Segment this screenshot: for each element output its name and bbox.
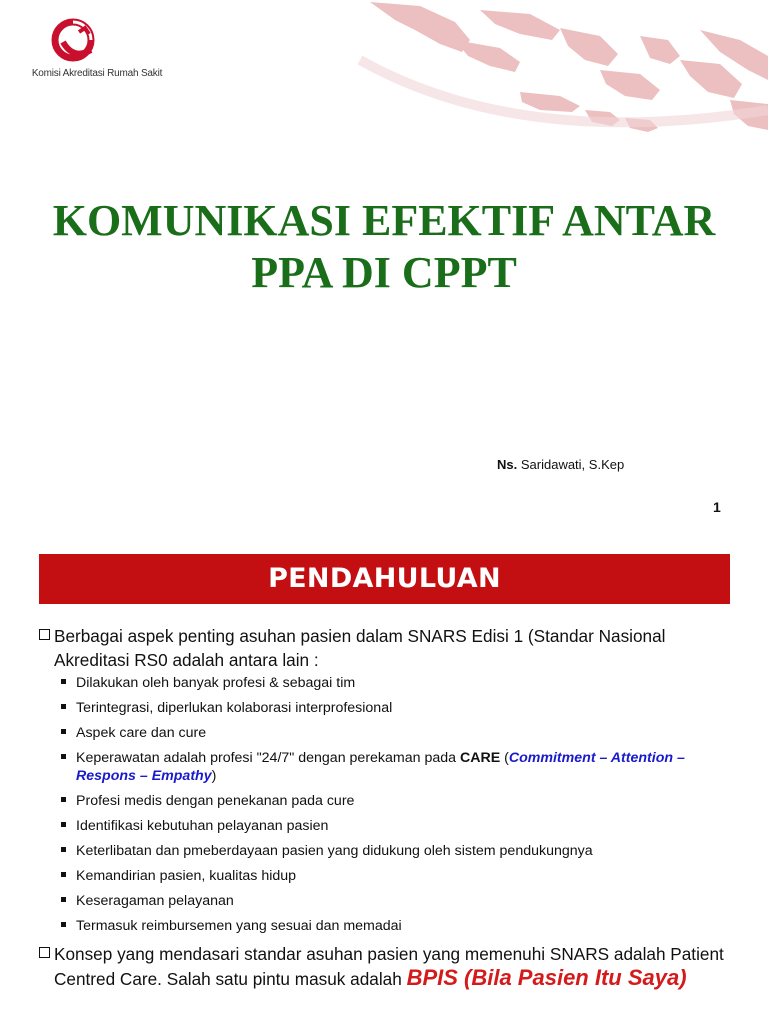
author-title: Ns.	[497, 457, 518, 472]
square-bullet-icon	[61, 754, 66, 759]
bpis-phrase: BPIS (Bila Pasien Itu Saya)	[406, 965, 687, 990]
logo-caption: Komisi Akreditasi Rumah Sakit	[31, 68, 163, 79]
author-line	[497, 457, 624, 472]
list-item: Keterlibatan dan pmeberdayaan pasien yang didukung oleh sistem pendukungnya	[74, 842, 758, 860]
list-item: Dilakukan oleh banyak profesi & sebagai tim	[74, 674, 758, 692]
checkbox-bullet-icon	[39, 629, 50, 640]
care-word: CARE	[459, 750, 501, 766]
slide-title	[0, 195, 768, 299]
point-2-line-1: Konsep yang mendasari standar asuhan pasien yang memenuhi SNARS adalah Patient	[54, 944, 724, 964]
title-line-2: PPA DI CPPT	[251, 248, 517, 297]
kars-logo-icon	[45, 12, 101, 68]
square-bullet-icon	[61, 679, 66, 684]
square-bullet-icon	[61, 729, 66, 734]
point-1-line-2: Akreditasi RS0 adalah antara lain :	[54, 650, 319, 670]
list-item: Keseragaman pelayanan	[74, 892, 758, 910]
slide-content	[38, 624, 758, 991]
title-line-1: KOMUNIKASI EFEKTIF ANTAR	[52, 196, 716, 245]
section-heading: PENDAHULUAN	[39, 554, 730, 604]
square-bullet-icon	[61, 897, 66, 902]
list-item-care: Keperawatan adalah profesi "24/7" dengan perekaman pada CARE (Commitment – Attention – Respons – Empathy)	[74, 749, 758, 785]
square-bullet-icon	[61, 847, 66, 852]
checkbox-bullet-icon	[39, 947, 50, 958]
list-item: Aspek care dan cure	[74, 724, 758, 742]
care-expansion-2: Respons – Empathy	[76, 768, 212, 784]
list-item: Identifikasi kebutuhan pelayanan pasien	[74, 817, 758, 835]
page-number: 1	[713, 499, 721, 515]
content-slide	[0, 540, 768, 1024]
square-bullet-icon	[61, 872, 66, 877]
square-bullet-icon	[61, 797, 66, 802]
list-item: Terintegrasi, diperlukan kolaborasi interprofesional	[74, 699, 758, 717]
author-name: Saridawati,	[520, 457, 586, 472]
list-item: Profesi medis dengan penekanan pada cure	[74, 792, 758, 810]
point-1-line-1: Berbagai aspek penting asuhan pasien dalam SNARS Edisi 1 (Standar Nasional	[54, 626, 666, 646]
list-item: Kemandirian pasien, kualitas hidup	[74, 867, 758, 885]
point-2	[38, 942, 758, 991]
point-1	[38, 624, 758, 672]
author-degree: S.Kep	[588, 457, 625, 472]
list-item: Termasuk reimbursemen yang sesuai dan memadai	[74, 917, 758, 935]
square-bullet-icon	[61, 822, 66, 827]
aspect-list	[38, 674, 758, 935]
care-expansion-1: Commitment – Attention –	[508, 750, 685, 766]
square-bullet-icon	[61, 922, 66, 927]
point-2-line-2: Centred Care. Salah satu pintu masuk adalah	[54, 969, 407, 989]
square-bullet-icon	[61, 704, 66, 709]
kars-logo	[12, 8, 182, 88]
